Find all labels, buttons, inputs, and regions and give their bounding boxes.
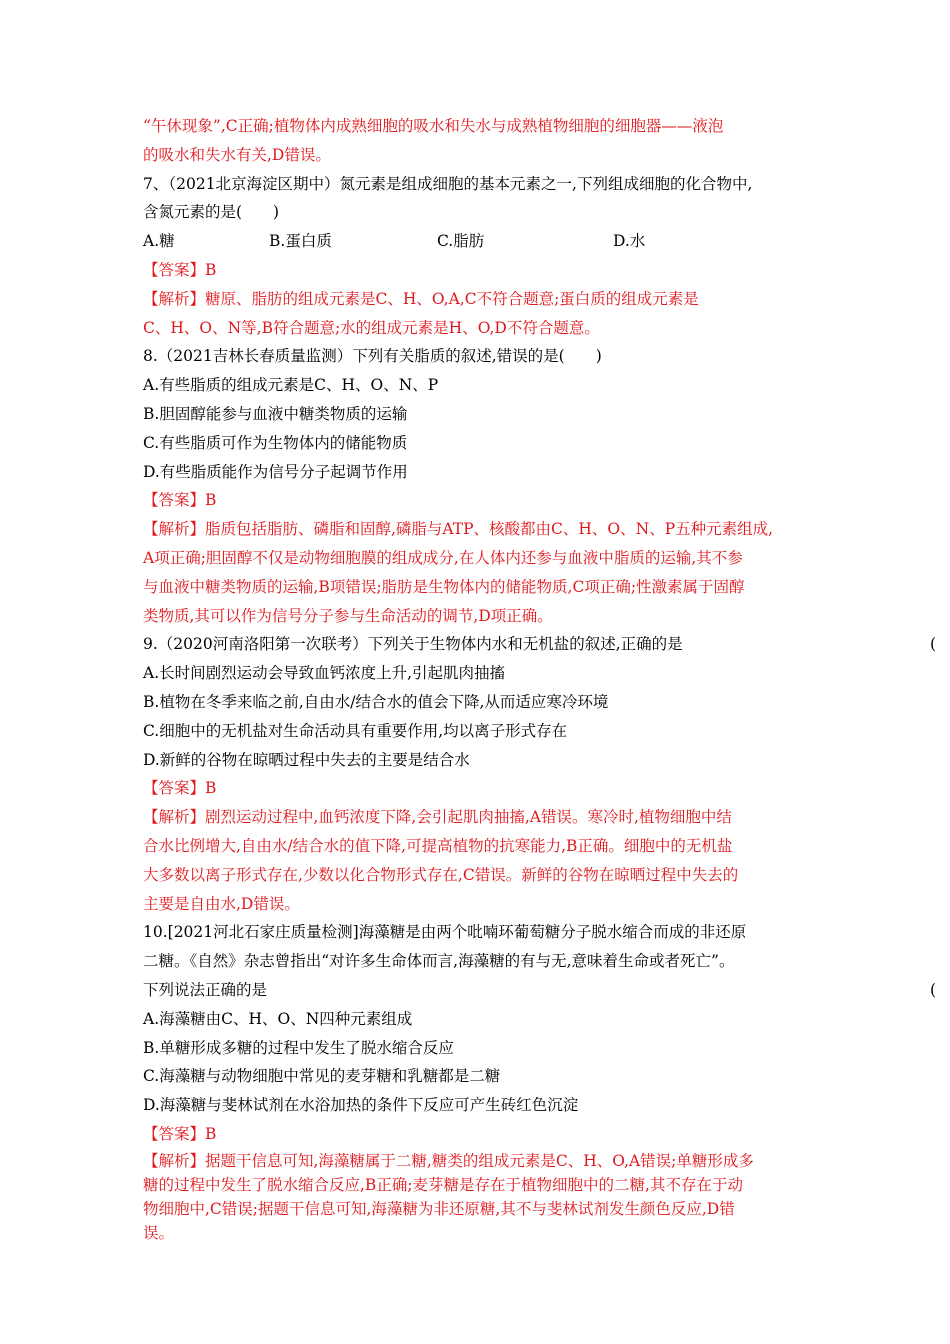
analysis-line: 与血液中糖类物质的运输,B项错误;脂肪是生物体内的储能物质,C项正确;性激素属于固醇 (143, 577, 745, 596)
analysis-line: 【解析】糖原、脂肪的组成元素是C、H、O,A,C不符合题意;蛋白质的组成元素是 (143, 289, 699, 308)
analysis-line: C、H、O、N等,B符合题意;水的组成元素是H、O,D不符合题意。 (143, 318, 600, 337)
option-d: D.有些脂质能作为信号分子起调节作用 (143, 462, 408, 481)
answer-bracket-q9: ( (930, 635, 937, 653)
option-a: A.有些脂质的组成元素是C、H、O、N、P (143, 376, 439, 395)
option-a: A.海藻糖由C、H、O、N四种元素组成 (143, 1009, 413, 1028)
analysis-line: 大多数以离子形式存在,少数以化合物形式存在,C错误。新鲜的谷物在晾晒过程中失去的 (143, 865, 739, 884)
analysis-line: 【解析】据题干信息可知,海藻糖属于二糖,糖类的组成元素是C、H、O,A错误;单糖形成多 (143, 1151, 754, 1170)
analysis-line: 糖的过程中发生了脱水缩合反应,B正确;麦芽糖是存在于植物细胞中的二糖,其不存在于动 (143, 1175, 743, 1194)
options-row (143, 227, 843, 256)
question-stem: 二糖。《自然》杂志曾指出“对许多生命体而言,海藻糖的有与无,意味着生命或者死亡”。 (143, 952, 735, 971)
question-8 (143, 342, 843, 630)
option-c: C.海藻糖与动物细胞中常见的麦芽糖和乳糖都是二糖 (143, 1067, 501, 1086)
option-c: C.脂肪 (437, 232, 485, 251)
document-page (143, 112, 843, 1245)
answer: 【答案】B (143, 491, 217, 510)
option-b: B.植物在冬季来临之前,自由水/结合水的值会下降,从而适应寒冷环境 (143, 692, 609, 711)
analysis-line: 主要是自由水,D错误。 (143, 894, 300, 913)
option-c: C.有些脂质可作为生物体内的储能物质 (143, 433, 408, 452)
analysis-line: 物细胞中,C错误;据题干信息可知,海藻糖为非还原糖,其不与斐林试剂发生颜色反应,D错 (143, 1199, 735, 1218)
analysis-line: 【解析】脂质包括脂肪、磷脂和固醇,磷脂与ATP、核酸都由C、H、O、N、P五种元素组成, (143, 520, 774, 539)
option-d: D.新鲜的谷物在晾晒过程中失去的主要是结合水 (143, 750, 470, 769)
option-a: A.长时间剧烈运动会导致血钙浓度上升,引起肌肉抽搐 (143, 664, 506, 683)
answer: 【答案】B (143, 779, 217, 798)
previous-analysis-continuation (143, 112, 843, 170)
question-stem: 10.[2021河北石家庄质量检测]海藻糖是由两个吡喃环葡萄糖分子脱水缩合而成的非还原 (143, 923, 747, 942)
question-7 (143, 170, 843, 343)
option-c: C.细胞中的无机盐对生命活动具有重要作用,均以离子形式存在 (143, 721, 568, 740)
option-b: B.蛋白质 (269, 232, 332, 251)
analysis-line: 【解析】剧烈运动过程中,血钙浓度下降,会引起肌肉抽搐,A错误。寒冷时,植物细胞中结 (143, 808, 732, 827)
analysis-line: A项正确;胆固醇不仅是动物细胞膜的组成成分,在人体内还参与血液中脂质的运输,其不参 (143, 548, 743, 567)
answer: 【答案】B (143, 1124, 217, 1143)
option-b: B.单糖形成多糖的过程中发生了脱水缩合反应 (143, 1038, 454, 1057)
analysis-line: 类物质,其可以作为信号分子参与生命活动的调节,D项正确。 (143, 606, 553, 625)
question-stem: 9.（2020河南洛阳第一次联考）下列关于生物体内水和无机盐的叙述,正确的是 (143, 635, 683, 654)
question-stem: 下列说法正确的是 (143, 980, 268, 999)
question-9 (143, 630, 843, 918)
text-line: 的吸水和失水有关,D错误。 (143, 145, 331, 164)
answer: 【答案】B (143, 260, 217, 279)
question-stem: 含氮元素的是( ) (143, 203, 280, 222)
text-line: “午休现象”,C正确;植物体内成熟细胞的吸水和失水与成熟植物细胞的细胞器——液泡 (143, 117, 724, 135)
option-d: D.海藻糖与斐林试剂在水浴加热的条件下反应可产生砖红色沉淀 (143, 1096, 579, 1115)
option-b: B.胆固醇能参与血液中糖类物质的运输 (143, 404, 408, 423)
option-a: A.糖 (143, 232, 175, 251)
question-10 (143, 918, 843, 1244)
question-stem: 8.（2021吉林长春质量监测）下列有关脂质的叙述,错误的是( ) (143, 347, 602, 366)
analysis-line: 误。 (143, 1223, 175, 1242)
analysis-line: 合水比例增大,自由水/结合水的值下降,可提高植物的抗寒能力,B正确。细胞中的无机盐 (143, 836, 733, 855)
answer-bracket-q10: ( (930, 981, 937, 999)
option-d: D.水 (613, 232, 646, 251)
question-stem: 7、（2021北京海淀区期中）氮元素是组成细胞的基本元素之一,下列组成细胞的化合物中, (143, 174, 753, 193)
